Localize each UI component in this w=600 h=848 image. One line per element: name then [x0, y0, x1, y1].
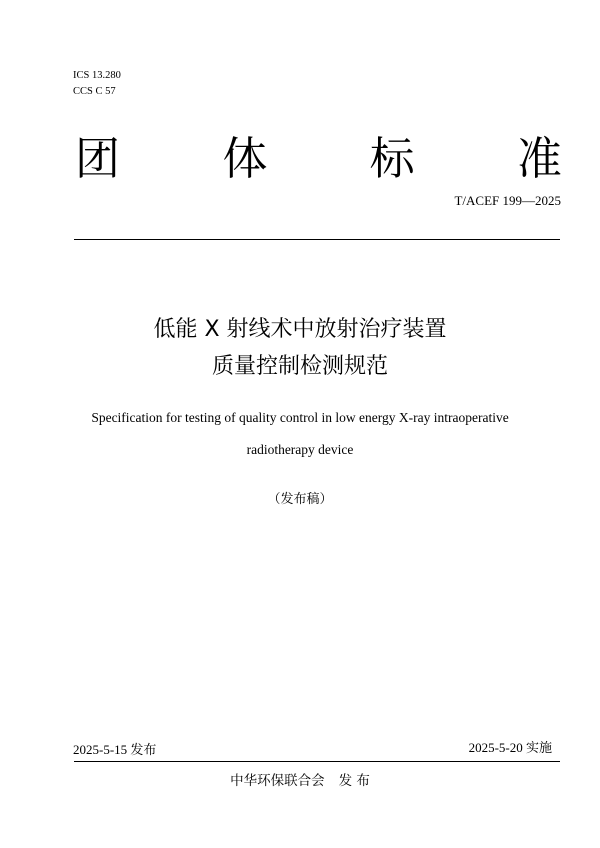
ics-code: ICS 13.280 — [73, 70, 121, 81]
ccs-code: CCS C 57 — [73, 86, 116, 97]
standard-type-char: 准 — [516, 132, 562, 185]
title-en-line1: Specification for testing of quality control in low energy X-ray intraoperative — [91, 410, 509, 425]
title-en-line2: radiotherapy device — [246, 442, 354, 457]
standard-type-char: 标 — [369, 132, 415, 185]
standard-type-heading — [75, 134, 562, 184]
top-divider — [74, 239, 560, 240]
title-cn-line2: 质量控制检测规范 — [211, 354, 388, 379]
publisher-action: 发 布 — [338, 773, 370, 789]
standard-type-char: 体 — [222, 132, 268, 185]
issue-date: 2025-5-15 发布 — [73, 742, 157, 757]
standard-number: T/ACEF 199—2025 — [454, 193, 561, 208]
publisher-name: 中华环保联合会 — [230, 773, 325, 789]
draft-status: （发布稿） — [267, 492, 333, 507]
publisher-line — [0, 769, 600, 789]
implementation-date: 2025-5-20 实施 — [468, 740, 552, 755]
classification-codes — [73, 68, 121, 100]
standard-type-char: 团 — [75, 132, 121, 185]
title-cn-line1: 低能 X 射线术中放射治疗装置 — [153, 317, 447, 342]
bottom-divider — [74, 761, 560, 762]
